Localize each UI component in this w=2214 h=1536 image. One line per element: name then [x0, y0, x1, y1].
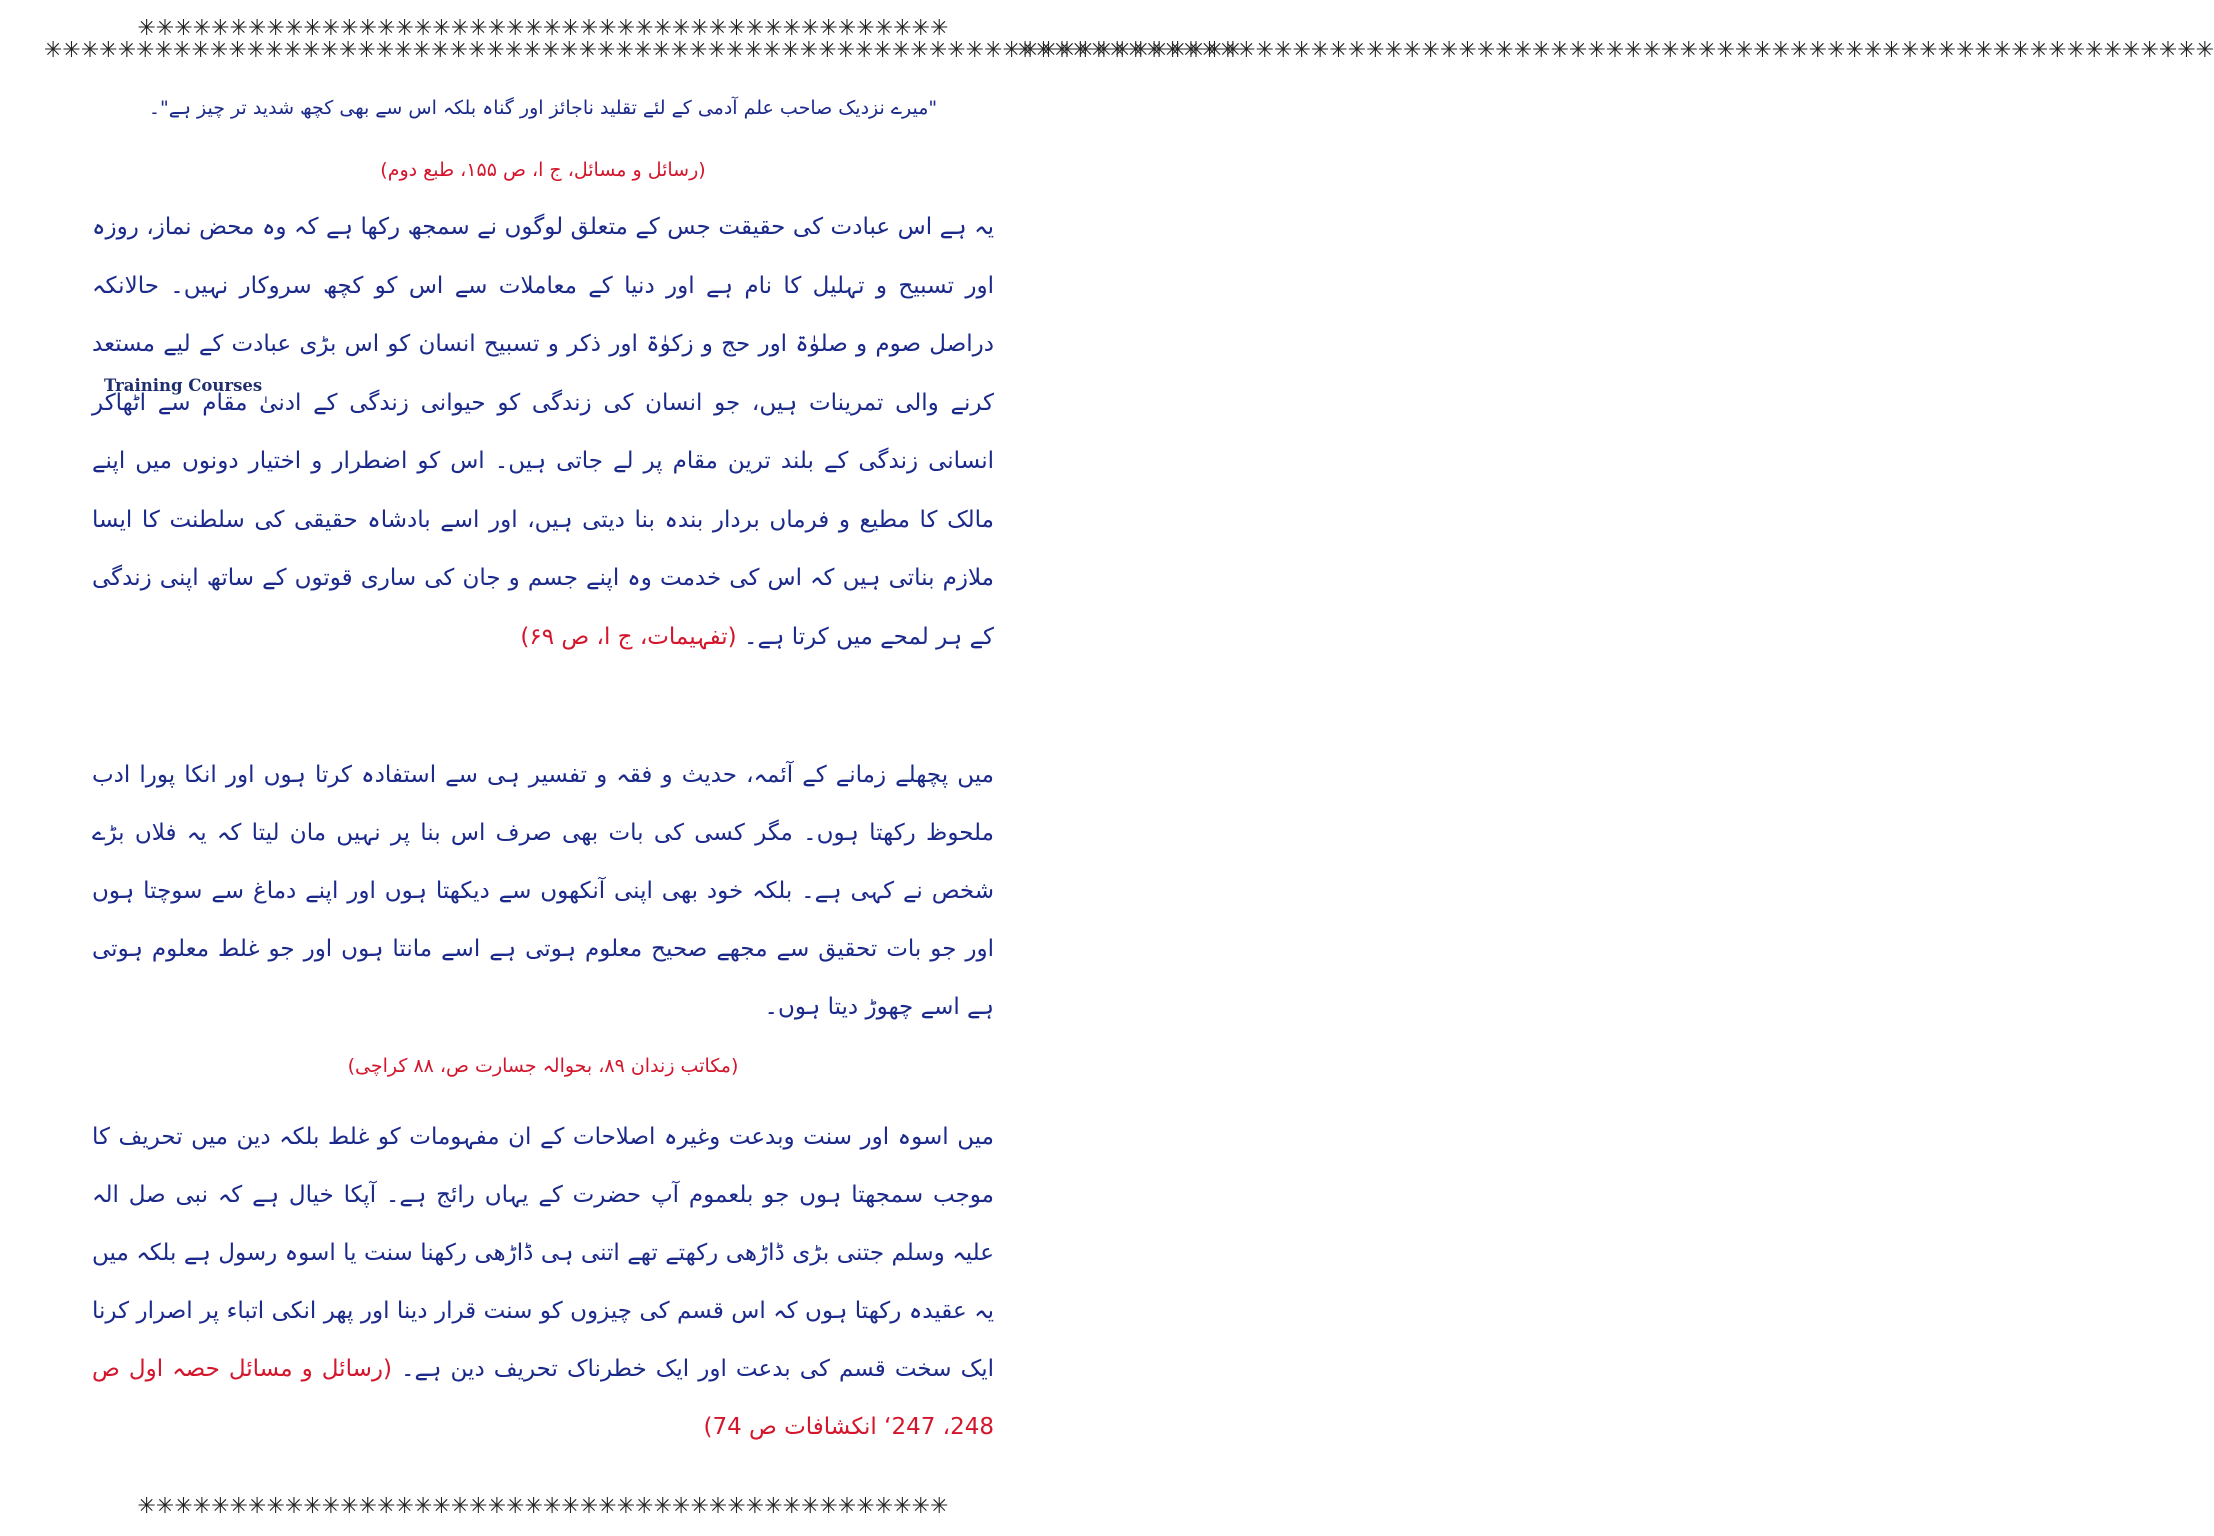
- reference-tafheemat: (تفہیمات، ج ا، ص ۶۹): [520, 623, 737, 650]
- reference-rasail-o-masail: (رسائل و مسائل، ج ا، ص ۱۵۵، طبع دوم): [380, 159, 706, 181]
- decorative-border-right: ✳✳✳✳✳✳✳✳✳✳✳✳✳✳✳✳✳✳✳✳✳✳✳✳✳✳✳✳✳✳✳✳✳✳✳✳✳✳✳✳✳✳✳✳✳✳✳✳✳✳✳✳✳✳✳✳✳✳✳✳✳✳✳✳✳: [1016, 38, 2214, 63]
- reference-rasail-inkishafat: (رسائل و مسائل حصہ اول ص 248، 247‘ انکشافات ص 74): [92, 1356, 994, 1440]
- decorative-border-bottom: ✳✳✳✳✳✳✳✳✳✳✳✳✳✳✳✳✳✳✳✳✳✳✳✳✳✳✳✳✳✳✳✳✳✳✳✳✳✳✳✳✳✳✳✳: [137, 1494, 949, 1519]
- watermark-training-courses: Training Courses: [104, 376, 263, 395]
- paragraph-uswa-sunnat: [92, 1108, 994, 1456]
- opening-quote: "میرے نزدیک صاحب علم آدمی کے لئے تقلید ناجائز اور گناہ بلکہ اس سے بھی کچھ شدید تر چیز ہے"۔: [148, 97, 938, 119]
- decorative-border-top: ✳✳✳✳✳✳✳✳✳✳✳✳✳✳✳✳✳✳✳✳✳✳✳✳✳✳✳✳✳✳✳✳✳✳✳✳✳✳✳✳✳✳✳✳: [137, 16, 949, 41]
- paragraph-aima: میں پچھلے زمانے کے آئمہ، حدیث و فقہ و تفسیر ہی سے استفادہ کرتا ہوں اور انکا پورا ادب ملحوظ رکھتا ہوں۔ مگر کسی کی بات بھی صرف اس بنا پر نہیں مان لیتا کہ یہ فلاں بڑے شخص نے کہی ہے۔ بلکہ خود بھی اپنی آنکھوں سے دیکھتا ہوں اور اپنے دماغ سے سوچتا ہوں اور جو بات تحقیق سے مجھے صحیح معلوم ہوتی ہے اسے مانتا ہوں اور جو غلط معلوم ہوتی ہے اسے چھوڑ دیتا ہوں۔: [92, 762, 994, 1020]
- paragraph-ibadat-text: یہ ہے اس عبادت کی حقیقت جس کے متعلق لوگوں نے سمجھ رکھا ہے کہ وہ محض نماز، روزہ اور تسبیح و تہلیل کا نام ہے اور دنیا کے معاملات سے اس کو کچھ سروکار نہیں۔ حالانکہ دراصل صوم و صلوٰۃ اور حج و زکوٰۃ اور ذکر و تسبیح انسان کو اس بڑی عبادت کے لیے مستعد کرنے والی تمرینات ہیں، جو انسان کی زندگی کو حیوانی زندگی کے ادنیٰ مقام سے اٹھاکر انسانی زندگی کے بلند ترین مقام پر لے جاتی ہیں۔ اس کو اضطرار و اختیار دونوں میں اپنے مالک کا مطیع و فرماں بردار بندہ بنا دیتی ہیں، اور اسے بادشاہ حقیقی کی سلطنت کا ایسا ملازم بناتی ہیں کہ اس کی خدمت وہ اپنے جسم و جان کی ساری قوتوں کے ساتھ اپنی زندگی کے ہر لمحے میں کرتا ہے۔: [92, 214, 994, 650]
- paragraph-uswa-sunnat-text: میں اسوہ اور سنت وبدعت وغیرہ اصلاحات کے ان مفہومات کو غلط بلکہ دین میں تحریف کا موجب سمجھتا ہوں جو بلعموم آپ حضرت کے یہاں رائج ہے۔ آپکا خیال ہے کہ نبی صل الہ علیہ وسلم جتنی بڑی ڈاڑھی رکھتے تھے اتنی ہی ڈاڑھی رکھنا سنت یا اسوہ رسول ہے بلکہ میں یہ عقیدہ رکھتا ہوں کہ اس قسم کی چیزوں کو سنت قرار دینا اور پھر انکی اتباء پر اصرار کرنا ایک سخت قسم کی بدعت اور ایک خطرناک تحریف دین ہے۔: [92, 1124, 994, 1382]
- page-content: [92, 78, 994, 1478]
- reference-makatib-zindan: (مکاتب زندان ۸۹، بحوالہ جسارت ص، ۸۸ کراچی): [347, 1055, 739, 1077]
- decorative-border-left: ✳✳✳✳✳✳✳✳✳✳✳✳✳✳✳✳✳✳✳✳✳✳✳✳✳✳✳✳✳✳✳✳✳✳✳✳✳✳✳✳✳✳✳✳✳✳✳✳✳✳✳✳✳✳✳✳✳✳✳✳✳✳✳✳✳: [44, 38, 1243, 63]
- paragraph-ibadat: [92, 198, 994, 666]
